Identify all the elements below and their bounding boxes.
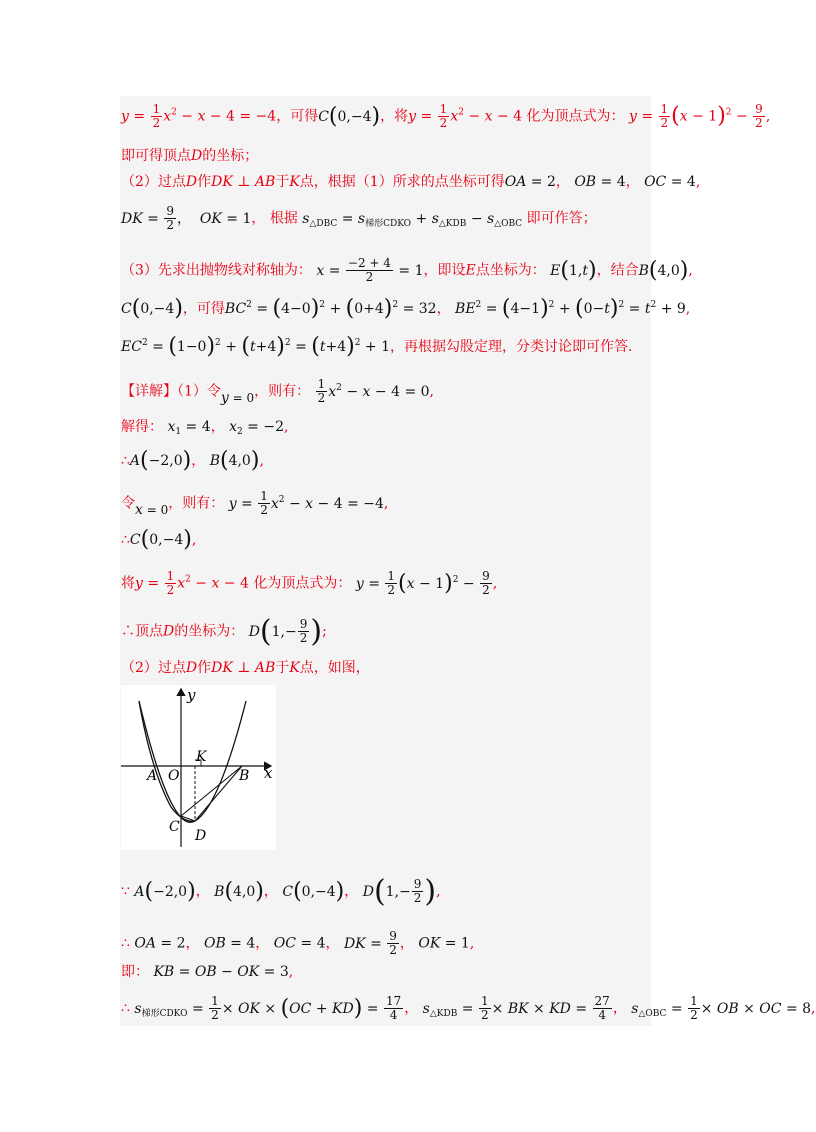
text-combine: ，结合 (596, 262, 639, 279)
text-set: ，即设 (423, 262, 466, 279)
label-B: B (239, 768, 250, 784)
text-vertex: 即可得顶点 (121, 148, 191, 164)
text-solve: 解得： (121, 419, 163, 435)
text-answer: 即可作答； (526, 210, 597, 227)
detail-line-2: 解得： $x_1 = 4$， $x_2 = -2$, (121, 419, 289, 437)
text-then: ，则有： (254, 383, 311, 400)
detail-line-7: ∴顶点D的坐标为： D(1,− $\frac{9}{2}$ ); (121, 613, 327, 649)
text-vertex-form-2: 化为顶点式为： (253, 575, 352, 592)
detail-line-3: ∴A(−2,0)， B(4,0), (121, 448, 264, 473)
therefore-sign: ∴ (121, 623, 135, 640)
text-point: 点坐标为： (475, 262, 546, 279)
parabola-left-branch (139, 701, 195, 821)
detail-line-9: ∵ A(−2,0)， B(4,0)， C(0,−4)， D(1,− $\frac{9}{2}$ ), (121, 873, 441, 909)
label-x: x (264, 764, 273, 782)
text-coord: 的坐标； (202, 148, 259, 164)
analysis-line-1: y = $\frac{1}{2}$ $x^2 - x - 4 = -4$，可得C(0,−4)，将y = $\frac{1}{2}$ $x^2 - x - 4$ 化为顶点式为： y = $\frac{1}{2}$ $(x - 1)^2$ − $\frac{9}{2}$ , (121, 102, 771, 130)
text-pythag: ，再根据勾股定理，分类讨论即可作答. (390, 339, 633, 355)
text-coord-2: 的坐标为： (174, 623, 245, 640)
because-sign: ∵ (121, 883, 130, 900)
label-C: C (169, 819, 180, 835)
detail-line-10: ∴ OA = 2， OB = 4， OC = 4， DK = $\frac{9}{2}$ ， OK = 1, (121, 929, 475, 957)
detail-line-11: 即： KB = OB − OK = 3, (121, 964, 294, 980)
text-basis: 点，根据（1）所求的点坐标可得 (299, 174, 505, 190)
text-then-2: ，则有： (168, 495, 225, 512)
text-let: （1）令 (177, 383, 221, 400)
parabola-diagram (121, 685, 276, 850)
analysis-line-7: $EC^2 = (1-0)^2 + (t+4)^2 = (t+4)^2 + 1$，再根据勾股定理，分类讨论即可作答. (121, 334, 633, 359)
label-O: O (168, 768, 180, 784)
text-step3: （3）先求出抛物线对称轴为： (121, 262, 312, 279)
detail-line-8: （2）过点D作DK ⊥ AB于K点，如图， (121, 660, 370, 676)
label-K: K (196, 749, 207, 765)
detail-line-1: 【详解】（1）令y = 0，则有： $\frac{1}{2}$ $x^2 - x - 4 = 0$, (121, 377, 434, 406)
parabola-curve (139, 701, 246, 822)
text-vertex-form: 化为顶点式为： (526, 108, 625, 125)
therefore-sign: ∴ (121, 532, 130, 548)
analysis-line-6: C(0,−4)，可得$BC^2 = (4-0)^2 + (0+4)^2 = 32$， $BE^2 = (4-1)^2 + (0-t)^2 = t^2 + 9$, (121, 296, 691, 321)
text-let-2: 令 (121, 495, 135, 512)
segment-CB (181, 766, 242, 816)
text-yu: 于 (275, 174, 290, 190)
detail-line-4: 令x = 0，则有： y = $\frac{1}{2}$ $x^2 - x - 4 = -4$, (121, 489, 389, 518)
parabola-figure (121, 685, 276, 850)
text-yu-2: 于 (275, 660, 290, 676)
detail-line-5: ∴C(0,−4), (121, 527, 197, 552)
label-D: D (195, 828, 207, 844)
analysis-line-3: （2）过点D作DK ⊥ AB于K点，根据（1）所求的点坐标可得OA = 2， OB = 4， OC = 4, (121, 174, 701, 190)
segment-DB (195, 766, 242, 821)
text-step2: （2）过点 (121, 174, 186, 190)
text-jiang-2: 将 (121, 575, 135, 592)
text-genju: 根据 (269, 210, 298, 227)
therefore-sign: ∴ (121, 1000, 130, 1017)
analysis-line-4: DK = $\frac{9}{2}$ ， OK = 1， 根据 $s_{\triangle DBC} = s_{梯形CDKO} + s_{\triangle KDB} - s_{\triangle OBC}$ 即可作答； (121, 204, 597, 232)
analysis-line-5: （3）先求出抛物线对称轴为： x = $\frac{-2 + 4}{2}$ = 1，即设E点坐标为： E(1,t)，结合B(4,0), (121, 256, 693, 284)
detail-line-6: 将y = $\frac{1}{2}$ $x^2 - x - 4$ 化为顶点式为： y = $\frac{1}{2}$ $(x - 1)^2$ − $\frac{9}{2}$ , (121, 569, 498, 597)
label-y: y (187, 686, 196, 704)
detail-line-12: ∴ $s_{梯形CDKO}$ = $\frac{1}{2}$ × OK × (OC + KD) = $\frac{17}{4}$ ， $s_{\triangle KDB}$ = $\frac{1}{2}$ × BK × KD = $\frac{27}{4}$ ， $s_{\triangle OBC}$ = $\frac{1}{2}$ × OB × OC = 8, (121, 994, 816, 1022)
text-ie: 即： (121, 964, 149, 980)
text-step2-b: （2）过点 (121, 660, 186, 676)
text-as-figure: 点，如图， (299, 660, 370, 676)
text-keting: ，可得 (276, 108, 319, 125)
therefore-sign: ∴ (121, 935, 130, 952)
analysis-line-2: 即可得顶点D的坐标； (121, 148, 259, 164)
label-A: A (147, 768, 158, 784)
text-keting-2: ，可得 (182, 301, 225, 317)
text-zuo-2: 作 (197, 660, 212, 676)
text-comma: ， (251, 210, 266, 227)
therefore-sign: ∴ (121, 453, 130, 469)
text-zuo: 作 (197, 174, 212, 190)
text-vertex-2: 顶点 (135, 623, 163, 640)
detail-tag: 【详解】 (121, 383, 177, 400)
text-jiang: ，将 (380, 108, 409, 125)
